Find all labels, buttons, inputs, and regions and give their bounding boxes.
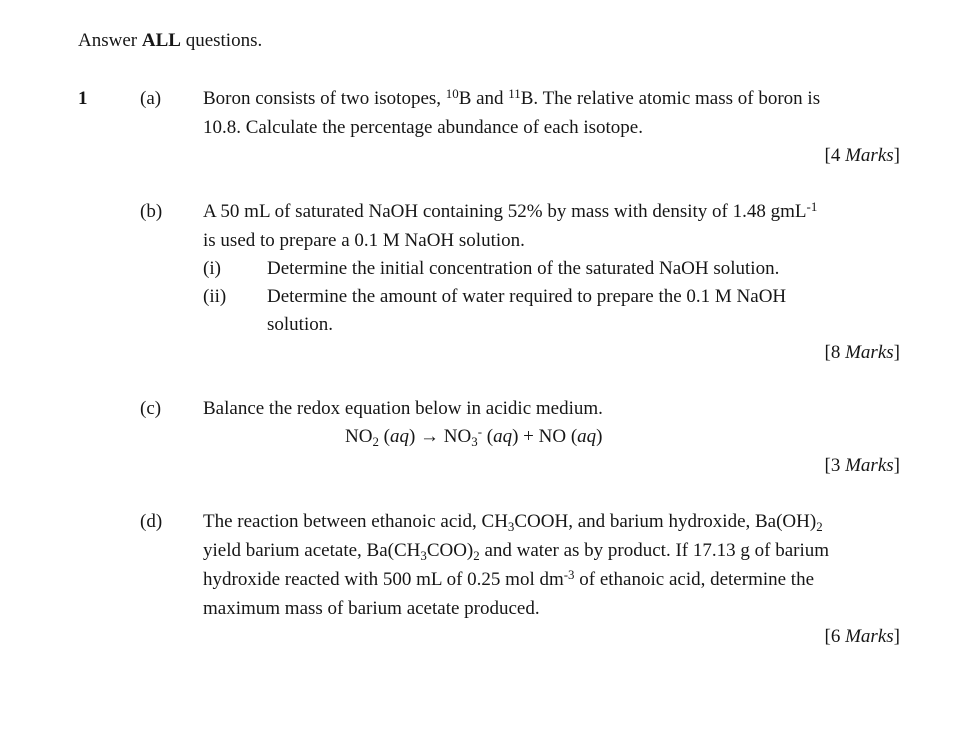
- redox-equation: NO2 (aq) → NO3- (aq) + NO (aq): [345, 423, 603, 449]
- subpart-i-label: (i): [203, 258, 221, 279]
- question-number: 1: [78, 88, 88, 109]
- part-d: [140, 508, 900, 651]
- part-a: [140, 85, 900, 170]
- part-b-body: [203, 198, 900, 367]
- part-c-label: (c): [140, 398, 162, 419]
- part-a-text: Boron consists of two isotopes, $^{10}$B and $^{11}$B. The relative atomic mass of boron is 10.8. Calculate the percentage abundance of each isotope.: [203, 85, 821, 138]
- part-d-marks: [6 Marks]: [824, 626, 900, 647]
- question-1: [78, 85, 900, 651]
- part-a-marks: [4 Marks]: [824, 145, 900, 166]
- part-b: [140, 198, 900, 367]
- part-c-marks: [3 Marks]: [824, 455, 900, 476]
- part-b-marks: [8 Marks]: [824, 342, 900, 363]
- part-c: [140, 395, 900, 480]
- question-parts: [140, 85, 900, 651]
- subpart-ii-text: Determine the amount of water required to prepare the 0.1 M NaOH solution.: [267, 286, 787, 335]
- part-c-body: [203, 395, 900, 480]
- part-b-subpart-i: [203, 255, 900, 283]
- part-b-subpart-ii: [203, 283, 900, 339]
- subpart-ii-label: (ii): [203, 286, 227, 307]
- part-a-body: [203, 85, 900, 170]
- part-d-text: The reaction between ethanoic acid, CH3COOH, and barium hydroxide, Ba(OH)2 yield barium acetate, Ba(CH3COO)2 and water as by product. If 17.13 g of barium hydroxide reacted with 500 mL of 0.25 mol $dm^{-3}$ of ethanoic acid, determine the maximum mass of barium acetate produced.: [203, 511, 830, 619]
- subpart-i-text: Determine the initial concentration of the saturated NaOH solution.: [267, 258, 780, 279]
- part-b-text: A 50 mL of saturated NaOH containing 52% by mass with density of 1.48 gmL$^{-1}$ is used to prepare a 0.1 M NaOH solution.: [203, 198, 818, 251]
- part-a-label: (a): [140, 88, 162, 109]
- instruction-line: Answer ALL questions.: [78, 30, 263, 51]
- part-d-label: (d): [140, 511, 163, 532]
- part-d-body: [203, 508, 900, 651]
- part-b-label: (b): [140, 201, 163, 222]
- part-c-text: Balance the redox equation below in acidic medium.: [203, 398, 603, 419]
